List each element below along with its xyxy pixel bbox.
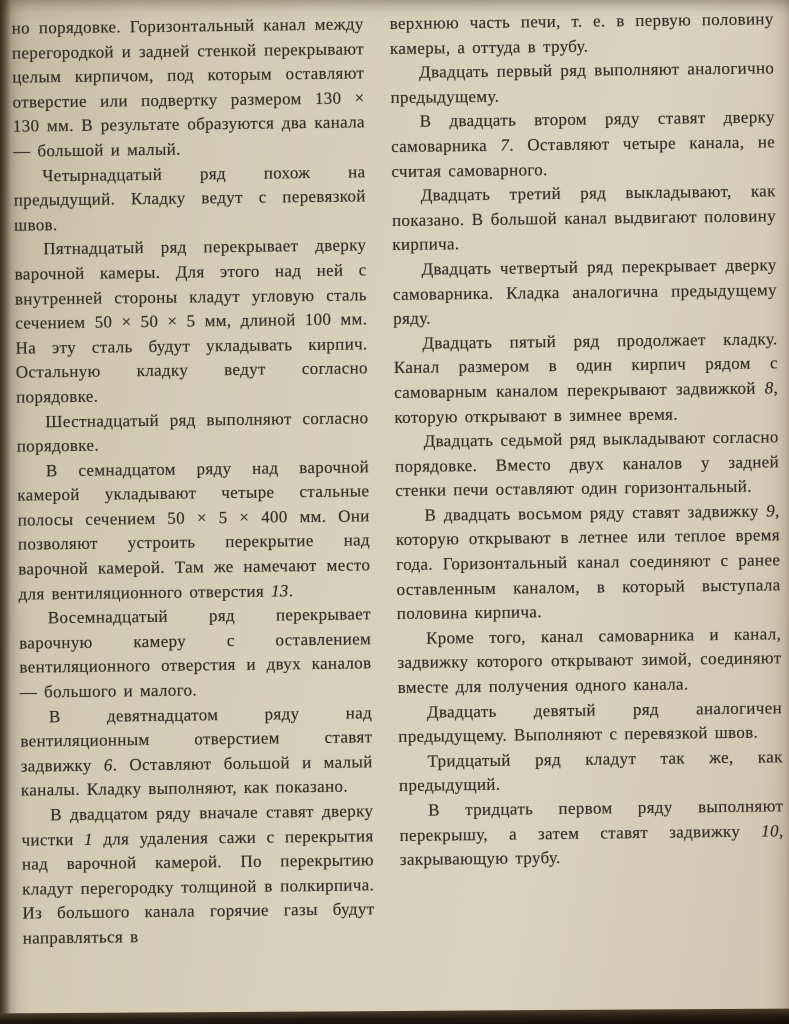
paragraph: Двадцать девятый ряд аналогичен предыдущему. Выполняют с перевязкой швов.	[398, 697, 783, 747]
paragraph: Кроме того, канал самоварника и канал, задвижку которого открывают зимой, соединяют вместе для получения одного канала.	[397, 624, 782, 698]
figure-reference: 9	[766, 501, 776, 521]
paragraph: Двадцать пятый ряд продолжает кладку. Канал размером в один кирпич рядом с самоварным каналом перекрывают задвижкой 8, которую открывают в зимнее время.	[393, 329, 779, 427]
figure-reference: 13	[270, 580, 289, 601]
paragraph: В двадцать восьмом ряду ставят задвижку 9, которую открывают в летнее или теплое время года. Горизонтальный канал соединяют с ранее оставленным каналом, в который выступала половина кирпича.	[395, 501, 781, 624]
paragraph: В семнадцатом ряду над варочной камерой укладывают четыре стальные полосы сечением 50 × 5 × 400 мм. Они позволяют устроить перекрытие над варочной камерой. Там же намечают место для вентиляционного отверстия 13.	[17, 456, 371, 604]
figure-reference: 7	[500, 135, 510, 155]
paragraph: Двадцать первый ряд выполняют аналогично предыдущему.	[390, 58, 775, 107]
paragraph: Двадцать седьмой ряд выкладывают согласно порядовке. Вместо двух каналов у задней стенки печи оставляют один горизонтальный.	[394, 427, 780, 501]
figure-reference: 6	[103, 755, 113, 775]
paragraph: В двадцатом ряду вначале ставят дверку чистки 1 для удаления сажи с перекрытия над варочной камерой. По перекрытию кладут перегородку толщиной в полкирпича. Из большого канала горячие газы будут направляться в	[21, 801, 375, 948]
paragraph: но порядовке. Горизонтальный канал между перегородкой и задней стенкой перекрывают целым кирпичом, под которым оставляют отверстие или подвертку размером 130 × 130 мм. В результате образуются два канала — большой и малый.	[11, 14, 365, 161]
paragraph: Восемнадцатый ряд перекрывает варочную камеру с оставлением вентиляционного отверстия и двух каналов — большого и малого.	[19, 604, 372, 702]
paragraph: Шестнадцатый ряд выполняют согласно порядовке.	[16, 407, 369, 456]
figure-reference: 1	[83, 829, 93, 849]
page-text-area	[3, 0, 786, 951]
paragraph: Пятнадцатый ряд перекрывает дверку варочной камеры. Для этого над ней с внутренней стороны кладут угловую сталь сечением 50 × 50 × 5 мм, длиной 100 мм. На эту сталь будут укладывать кирпич. Остальную кладку ведут согласно порядовке.	[14, 235, 368, 407]
figure-reference: 8	[764, 378, 774, 398]
paragraph: В девятнадцатом ряду над вентиляционным отверстием ставят задвижку 6. Оставляют большой и малый каналы. Кладку выполняют, как показано.	[20, 702, 373, 800]
paragraph: Двадцать третий ряд выкладывают, как показано. В большой канал выдвигают половину кирпича.	[391, 181, 777, 255]
right-column	[389, 7, 784, 946]
paragraph: Тридцатый ряд кладут так же, как предыдущий.	[398, 747, 783, 796]
paragraph: Двадцать четвертый ряд перекрывает дверку самоварника. Кладка аналогична предыдущему ряду.	[392, 255, 778, 329]
page-bottom-edge	[0, 1009, 789, 1024]
paragraph: В двадцать втором ряду ставят дверку самоварника 7. Оставляют четыре канала, не считая самоварного.	[391, 107, 776, 181]
paragraph: В тридцать первом ряду выполняют перекрышу, а затем ставят задвижку 10, закрывающую трубу.	[399, 796, 784, 870]
figure-reference: 10	[761, 820, 780, 841]
paragraph: Четырнадцатый ряд похож на предыдущий. Кладку ведут с перевязкой швов.	[13, 161, 366, 235]
page-binding-shadow	[0, 0, 11, 1024]
paragraph: верхнюю часть печи, т. е. в первую половину камеры, а оттуда в трубу.	[389, 9, 774, 58]
left-column	[12, 12, 375, 951]
